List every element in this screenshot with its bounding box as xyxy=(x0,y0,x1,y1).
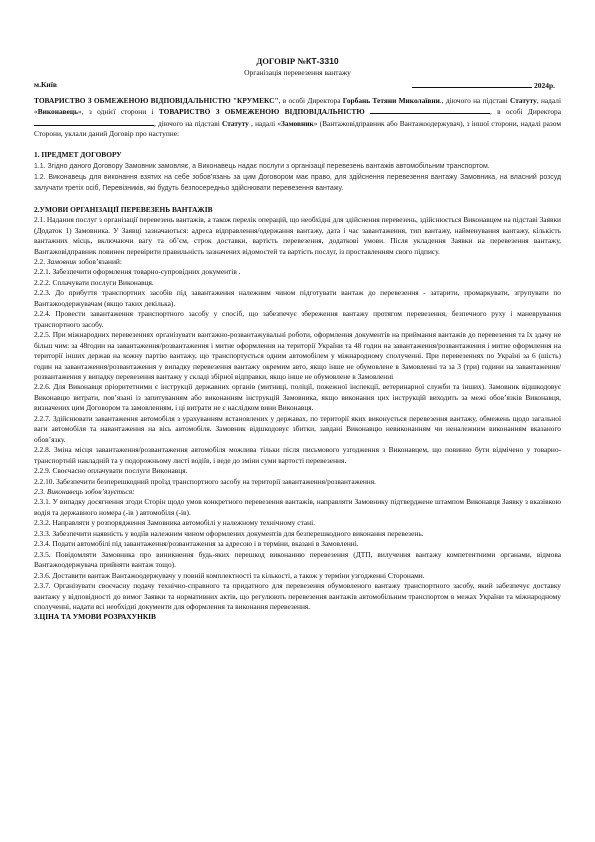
parties-text: ., діючого на підставі xyxy=(439,96,510,105)
clause-2-2-6: 2.2.6. Для Виконавця пріоритетними є інструкції державних органів (митниці, поліції, пожежної інспекції, ветеринарної служби та інших). Замовник відшкодовує Виконавцю витрати, пов’язані із запитуванням або виконанням інструкцій Замовника, якщо виконання цих інструкцій виходить за межі обов’язків Виконавця, визначених цим Договором та замовленням, і ці витрати не є наслідком вини Виконавця. xyxy=(34,382,561,413)
clause-2-2 xyxy=(34,257,561,267)
clause-2-2-10: 2.2.10. Забезпечити безперешкодний проїзд транспортного засобу на території завантаження/розвантаження. xyxy=(34,476,376,486)
section-3-heading: 3.ЦІНА ТА УМОВИ РОЗРАХУНКІВ xyxy=(34,612,156,622)
city: м.Київ xyxy=(34,80,57,89)
clause-party: Замовник xyxy=(46,257,77,267)
party1-name: ТОВАРИСТВО З ОБМЕЖЕНОЮ ВІДПОВІДАЛЬНІСТЮ "КРУМЕКС" xyxy=(34,96,279,105)
contract-subtitle: Організація перевезення вантажу xyxy=(244,68,351,77)
clause-2-2-2: 2.2.2. Сплачувати послуги Виконавця. xyxy=(34,277,154,287)
contract-number: КТ-3310 xyxy=(305,56,339,66)
spacer xyxy=(34,140,561,150)
clause-2-3-2: 2.3.2. Направляти у розпорядження Замовника автомобілі у належному технічному стані. xyxy=(34,518,316,528)
clause-2-2-3: 2.2.3. До прибуття транспортних засобів під завантаження належним чином підготувати вантаж до перевезення - затарити, промаркувати, згрупувати по Вантажоодержувачам (якщо таких декілька). xyxy=(34,288,561,308)
parties-text: » (Вантажовідправник або Вантажоодержувач), з іншої сторони, надалі разом Сторони, уклали даний Договір про наступне: xyxy=(34,118,561,139)
clause-2-2-8: 2.2.8. Зміна місця завантаження/розвантаження автомобіля можлива тільки після письмового узгодження з Виконавцем, що повинно бути відмічено у товарно-транспортній накладній та у подорожньому листі водіїв, і веде до зміни суми вартості перевезення. xyxy=(34,445,561,465)
customer-label: Замовник xyxy=(281,118,314,128)
clause-2-3-4: 2.3.4. Подати автомобілі під завантаження/розвантаження за адресою і в терміни, вказані в Замовленні. xyxy=(34,539,359,549)
date-blank xyxy=(412,80,532,88)
parties-text: , діючого на підставі xyxy=(154,118,222,128)
parties-text: , в особі Директора xyxy=(489,107,562,117)
clause-2-2-9: 2.2.9. Своєчасно оплачувати послуги Виконавця. xyxy=(34,466,188,476)
clause-2-3-5: 2.3.5. Повідомляти Замовника про виникнення будь-яких перешкод виконанню перевезення (ДТП, вилучення вантажу компетентними органами, відмова Вантажоодержувача прийняти вантаж тощо). xyxy=(34,549,561,570)
executor-label: Виконавець xyxy=(37,107,79,117)
clause-1-2: 1.2. Виконавець для виконання взятих на себе зобов’язань за цим Договором має право, для здійснення перевезення вантажу Замовника, на власний розсуд залучати третіх осіб, Перевізників, які будуть безпосередньо здійснювати перевезення вантажу. xyxy=(34,173,561,193)
statute: Статуту xyxy=(509,96,537,105)
blank-line xyxy=(34,118,154,126)
clause-2-2-5: 2.2.5. При міжнародних перевезеннях організувати вантажно-розвантажувальні роботи, оформлення документів на приймання вантажів до перевезення та їх здачу не більш чим: за 48годин на завантаження/розвантаження і митне оформлення на території України та 48 годин на завантаження/розвантаження і митне оформлення на території інших держав на кожну партію вантажу, що транспортується одним автомобілем у міжнародному сполученні. При перевезеннях по Україні за 6 (шість) годин на завантаження/розвантаження у випадку перевезення вантажу окремим авто, якщо інше не обумовлене в Замовленні та за 3 (три) години на завантаження/розвантаження у випадку перевезення вантажу у складі збірної відправки, якщо інше не обумовлене в Замовленні xyxy=(34,330,561,381)
spacer xyxy=(34,194,561,204)
clause-2-2-1: 2.2.1. Забезпечити оформлення товарно-супровідних документів . xyxy=(34,267,241,277)
clause-2-1: 2.1. Надання послуг з організації перевезень вантажів, а також перелік операцій, що необхідні для здійснення перевезень, здійснюється Виконавцем на підставі Заявки (Додаток 1) Замовника. У Заявці зазначаються: адреса відправлення/одержання вантажу, дата і час завантаження, тип вантажу, найменування вантажу, кількість вантажних місць, включаючи вагу та об’єм, строк доставки, вартість перевезення, додаткові умови. Після укладення Заявки на перевезення вантажу, Вантажовідправник повинен перевірити правильність зазначених відомостей та вартість послуг, із проставленням свого підпису. xyxy=(34,215,561,256)
clause-2-3-6: 2.3.6. Доставити вантаж Вантажоодержувачу у повній комплектності та кількості, а також у терміни узгодженні Сторонами. xyxy=(34,570,425,580)
director-name: Горбань Тетяни Миколаївни xyxy=(342,96,440,105)
clause-2-2-7: 2.2.7. Здійснювати завантаження автомобіля з урахуванням встановлених у державах, по території яких виконується перевезення вантажу, обмежень щодо загальної ваги автомобіля та навантаження на вісь автомобіля. Замовник відшкодовує збитки, завдані Виконавцю невиконанням чи неналежним виконанням вказаного обов’язку. xyxy=(34,413,561,444)
parties-text: , в особі Директора xyxy=(278,96,343,105)
party2-name: ТОВАРИСТВО З ОБМЕЖЕНОЮ ВІДПОВІДАЛЬНІСТЮ xyxy=(158,107,365,117)
statute: Статуту xyxy=(221,118,249,128)
parties-text: , надалі « xyxy=(34,96,561,117)
contract-body xyxy=(34,96,561,623)
clause-1-1: 1.1. Згідно даного Договору Замовник замовляє, а Виконавець надає послуги з організації перевезень вантажів автомобільним транспортом. xyxy=(34,162,490,170)
clause-2-2-4: 2.2.4. Провести завантаження транспортного засобу у спосіб, що забезпечує збереження вантажу протягом перевезення, безпечного руху і маневрування транспортного засобу. xyxy=(34,309,561,329)
clause-text: зобов’язаний: xyxy=(76,257,122,267)
clause-number: 2.2. xyxy=(34,257,47,267)
title-prefix: ДОГОВІР № xyxy=(256,56,306,66)
parties-text: », з однієї сторони і xyxy=(78,107,159,117)
clause-2-3-1: 2.3.1. У випадку досягнення згоди Сторін щодо умов конкретного перевезення вантажів, направляти Замовнику підтверджене штампом Виконавця Заявку з вказівкою водія та державного номера (-ів ) автомобіля (-ів). xyxy=(34,497,561,517)
date-year: 2024р. xyxy=(532,81,555,90)
section-2-heading: 2.УМОВИ ОРГАНІЗАЦІЇ ПЕРЕВЕЗЕНЬ ВАНТАЖІВ xyxy=(34,204,213,214)
blank-line xyxy=(370,106,490,114)
parties-text: , надалі « xyxy=(248,118,282,128)
contract-date xyxy=(412,80,555,90)
clause-2-3: 2.3. Виконавець зобов’язується: xyxy=(34,486,135,496)
clause-2-3-7: 2.3.7. Організувати своєчасну подачу технічно-справного та придатного для перевезення обумовленого вантажу транспортного засобу, який забезпечує доставку вантажу у відповідності до вимог Заявки та нормативних актів, що регулюють перевезення вантажів автомобільним транспортом в межах України та міжнародному сполученні, надати всі необхідні документи для оформлення та виконання перевезення. xyxy=(34,581,561,611)
section-1-heading: 1. ПРЕДМЕТ ДОГОВОРУ xyxy=(34,150,122,160)
parties-paragraph xyxy=(34,96,561,140)
contract-title xyxy=(0,56,595,66)
clause-2-3-3: 2.3.3. Забезпечити наявність у водіїв належним чином оформлених документів для безперешкодного виконання перевезень. xyxy=(34,528,424,538)
